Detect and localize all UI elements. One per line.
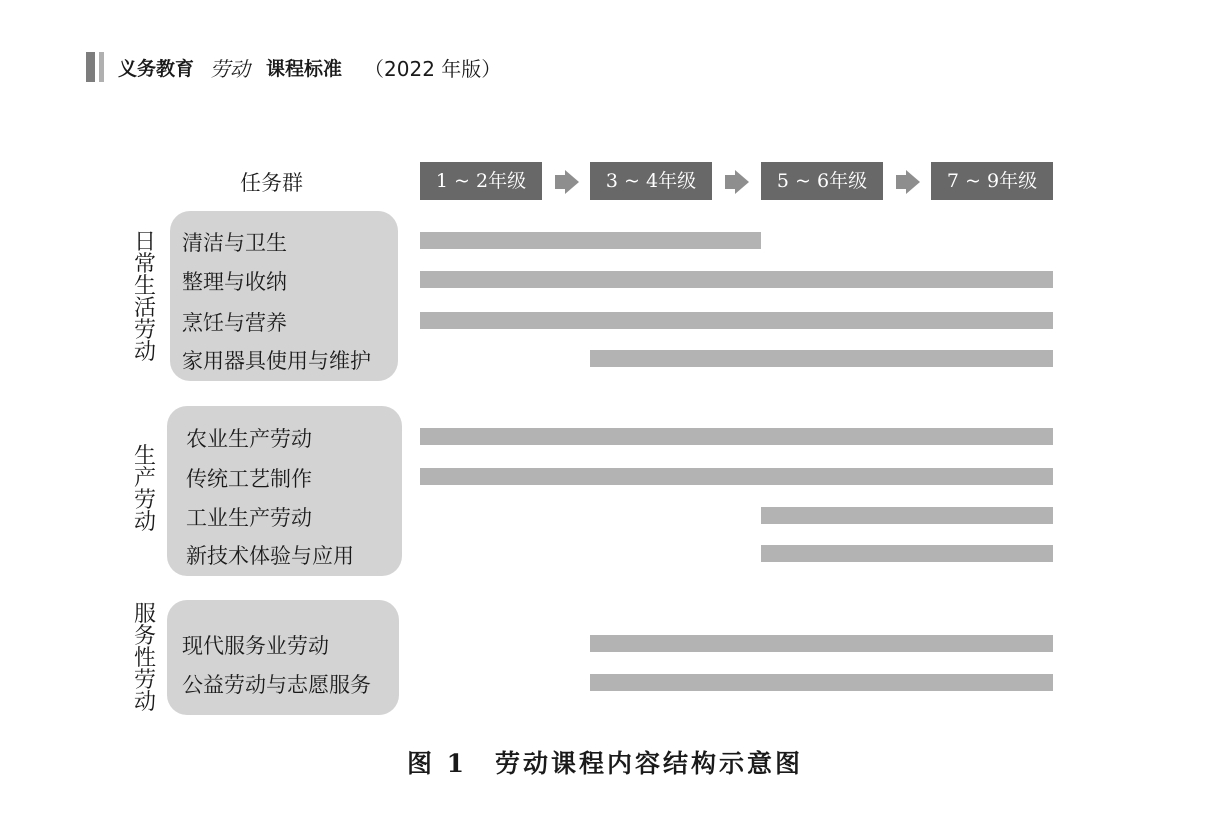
grade-span-bar — [420, 312, 1053, 329]
grade-3: 5 ~ 6年级 — [761, 162, 883, 200]
task-item: 农业生产劳动 — [186, 427, 312, 451]
header-title-italic: 劳动 — [210, 56, 251, 81]
header-title-rest: 课程标准 — [266, 57, 343, 80]
grade-span-bar — [590, 674, 1053, 691]
task-item: 家用器具使用与维护 — [182, 349, 371, 373]
grade-span-bar — [761, 507, 1053, 524]
category-label: 生 产 劳 动 — [133, 444, 156, 535]
grade-span-bar — [420, 468, 1053, 485]
grade-span-bar — [590, 635, 1053, 652]
grade-span-bar — [590, 350, 1053, 367]
task-item: 整理与收纳 — [182, 270, 287, 294]
task-group-label: 任务群 — [240, 171, 303, 195]
grade-span-bar — [420, 428, 1053, 445]
header-title-main: 义务教育 — [118, 57, 195, 80]
grade-2: 3 ~ 4年级 — [590, 162, 712, 200]
task-item: 清洁与卫生 — [182, 231, 287, 255]
figure-caption: 图 1 劳动课程内容结构示意图 — [406, 749, 804, 778]
header-mark-thin — [99, 52, 104, 82]
header-year: （2022 年版） — [364, 56, 502, 81]
task-item: 公益劳动与志愿服务 — [182, 673, 371, 697]
task-item: 现代服务业劳动 — [182, 634, 329, 658]
grade-span-bar — [420, 271, 1053, 288]
page-header — [86, 50, 501, 84]
task-item: 新技术体验与应用 — [186, 544, 354, 568]
task-item: 烹饪与营养 — [182, 311, 287, 335]
task-item: 传统工艺制作 — [186, 467, 312, 491]
grade-span-bar — [761, 545, 1053, 562]
grade-4: 7 ~ 9年级 — [931, 162, 1053, 200]
category-label: 日 常 生 活 劳 动 — [133, 230, 156, 365]
grade-span-bar — [420, 232, 761, 249]
header-mark — [86, 52, 95, 82]
grade-1: 1 ~ 2年级 — [420, 162, 542, 200]
category-label: 服 务 性 劳 动 — [133, 602, 156, 715]
task-item: 工业生产劳动 — [186, 506, 312, 530]
